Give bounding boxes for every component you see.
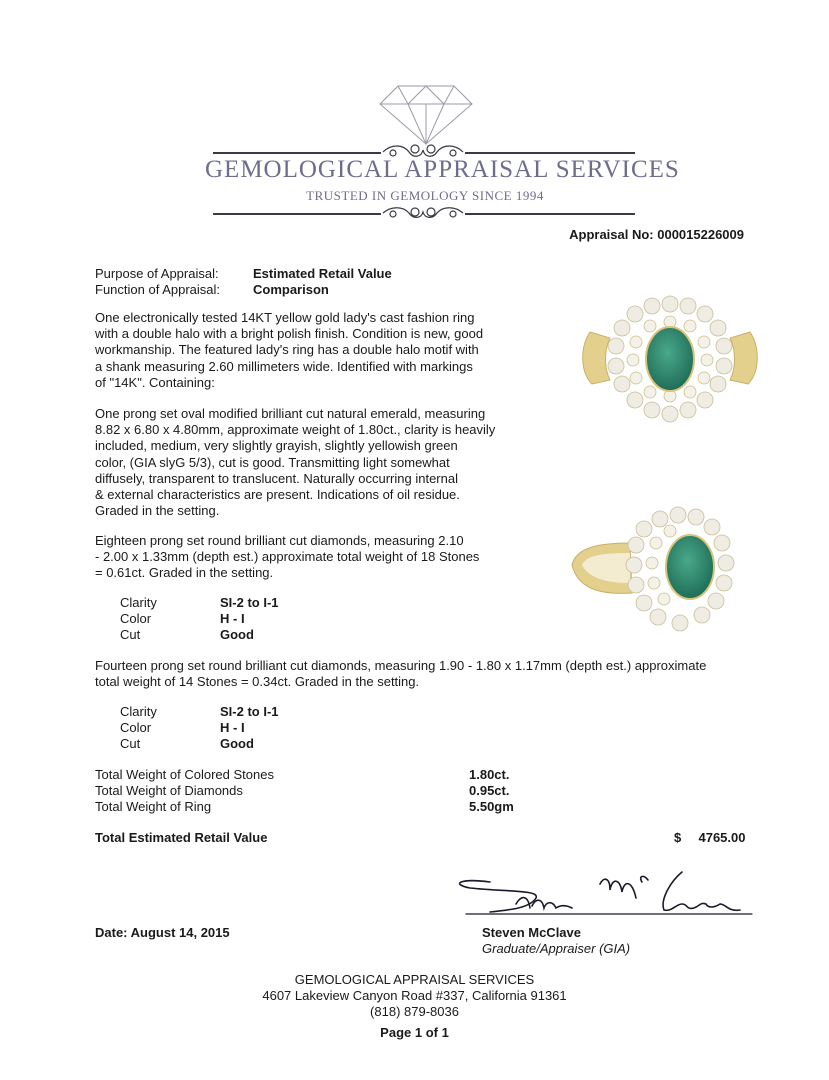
footer-company: GEMOLOGICAL APPRAISAL SERVICES: [294, 972, 535, 987]
text-line: color, (GIA slyG 5/3), cut is good. Transmitting light somewhat: [95, 454, 450, 470]
text-line: Fourteen prong set round brilliant cut diamonds, measuring 1.90 - 1.80 x 1.17mm (depth est.) approximate: [95, 658, 707, 673]
company-tagline: TRUSTED IN GEMOLOGY SINCE 1994: [306, 188, 544, 203]
grade-label: Color: [120, 720, 152, 735]
total-value-label: Total Estimated Retail Value: [95, 830, 268, 845]
appraisal-date: Date: August 14, 2015: [95, 925, 230, 940]
logo-divider-top: [213, 152, 381, 154]
emerald-description: [95, 406, 535, 519]
grade-value: Good: [220, 736, 254, 751]
grade-label: Color: [120, 611, 152, 626]
footer: [0, 972, 829, 1041]
total-label: Total Weight of Colored Stones: [95, 767, 274, 782]
grade-row: [120, 704, 279, 720]
total-value: 0.95ct.: [469, 783, 510, 798]
text-line: & external characteristics are present. Indications of oil residue.: [95, 487, 460, 503]
page-number: Page 1 of 1: [380, 1025, 449, 1040]
total-label: Total Weight of Ring: [95, 799, 212, 814]
appraisal-number: Appraisal No: 000015226009: [569, 227, 744, 242]
text-line: workmanship. The featured lady's ring has a double halo motif with: [95, 342, 479, 358]
text-line: total weight of 14 Stones = 0.34ct. Graded in the setting.: [95, 674, 420, 690]
text-line: with a double halo with a bright polish finish. Condition is new, good: [95, 326, 484, 342]
company-logo: [0, 0, 829, 220]
company-name: GEMOLOGICAL APPRAISAL SERVICES: [205, 156, 680, 183]
total-value: 5.50gm: [469, 799, 514, 814]
grade-row: [120, 595, 279, 611]
purpose-value: Estimated Retail Value: [253, 266, 392, 281]
scroll-ornament-icon: [381, 204, 465, 222]
appraisal-purpose: [95, 266, 392, 298]
ring-photo-side: [560, 503, 780, 635]
logo-divider-bottom: [213, 213, 381, 215]
grade-label: Clarity: [120, 595, 157, 610]
weight-totals: [95, 767, 595, 815]
logo-divider-top: [465, 152, 635, 154]
purpose-label: Purpose of Appraisal:: [95, 266, 219, 281]
grade-value: H - I: [220, 720, 245, 735]
text-line: Graded in the setting.: [95, 503, 220, 519]
amount-value: 4765.00: [698, 830, 746, 845]
signature-image: [450, 868, 760, 920]
total-row: [95, 767, 595, 783]
grade-value: Good: [220, 627, 254, 642]
grade-row: [120, 736, 279, 752]
diamonds-14-description: [95, 658, 745, 690]
text-line: diffusely, transparent to translucent. Naturally occurring internal: [95, 470, 458, 486]
grade-row: [120, 720, 279, 736]
text-line: 8.82 x 6.80 x 4.80mm, approximate weight of 1.80ct., clarity is heavily: [95, 422, 496, 438]
appraiser-title: Graduate/Appraiser (GIA): [482, 941, 631, 956]
text-line: = 0.61ct. Graded in the setting.: [95, 565, 274, 581]
total-label: Total Weight of Diamonds: [95, 783, 243, 798]
diamonds-14-grades: [120, 704, 279, 752]
grade-label: Cut: [120, 736, 141, 751]
ring-description: [95, 310, 535, 391]
grade-row: [120, 611, 279, 627]
grade-value: H - I: [220, 611, 245, 626]
diamonds-18-grades: [120, 595, 279, 643]
text-line: Eighteen prong set round brilliant cut diamonds, measuring 2.10: [95, 533, 464, 548]
text-line: One electronically tested 14KT yellow gold lady's cast fashion ring: [95, 310, 475, 325]
text-line: a shank measuring 2.60 millimeters wide. Identified with markings: [95, 358, 473, 374]
footer-phone: (818) 879-8036: [370, 1004, 459, 1019]
footer-address: 4607 Lakeview Canyon Road #337, California 91361: [262, 988, 567, 1003]
total-value: 1.80ct.: [469, 767, 510, 782]
grade-row: [120, 627, 279, 643]
total-row: [95, 783, 595, 799]
grade-value: SI-2 to I-1: [220, 704, 279, 719]
grade-value: SI-2 to I-1: [220, 595, 279, 610]
logo-divider-bottom: [465, 213, 635, 215]
text-line: - 2.00 x 1.33mm (depth est.) approximate total weight of 18 Stones: [95, 549, 480, 565]
currency-symbol: $: [674, 830, 682, 845]
text-line: included, medium, very slightly grayish, slightly yellowish green: [95, 438, 458, 454]
text-line: One prong set oval modified brilliant cut natural emerald, measuring: [95, 406, 486, 421]
grade-label: Clarity: [120, 704, 157, 719]
ring-photo-top: [570, 292, 770, 428]
function-value: Comparison: [253, 282, 329, 297]
total-row: [95, 799, 595, 815]
total-value-amount: [674, 830, 745, 845]
diamonds-18-description: [95, 533, 555, 582]
function-label: Function of Appraisal:: [95, 282, 221, 297]
grade-label: Cut: [120, 627, 141, 642]
appraiser-name: Steven McClave: [482, 925, 581, 940]
diamond-icon: [378, 84, 474, 146]
text-line: of "14K". Containing:: [95, 374, 215, 390]
